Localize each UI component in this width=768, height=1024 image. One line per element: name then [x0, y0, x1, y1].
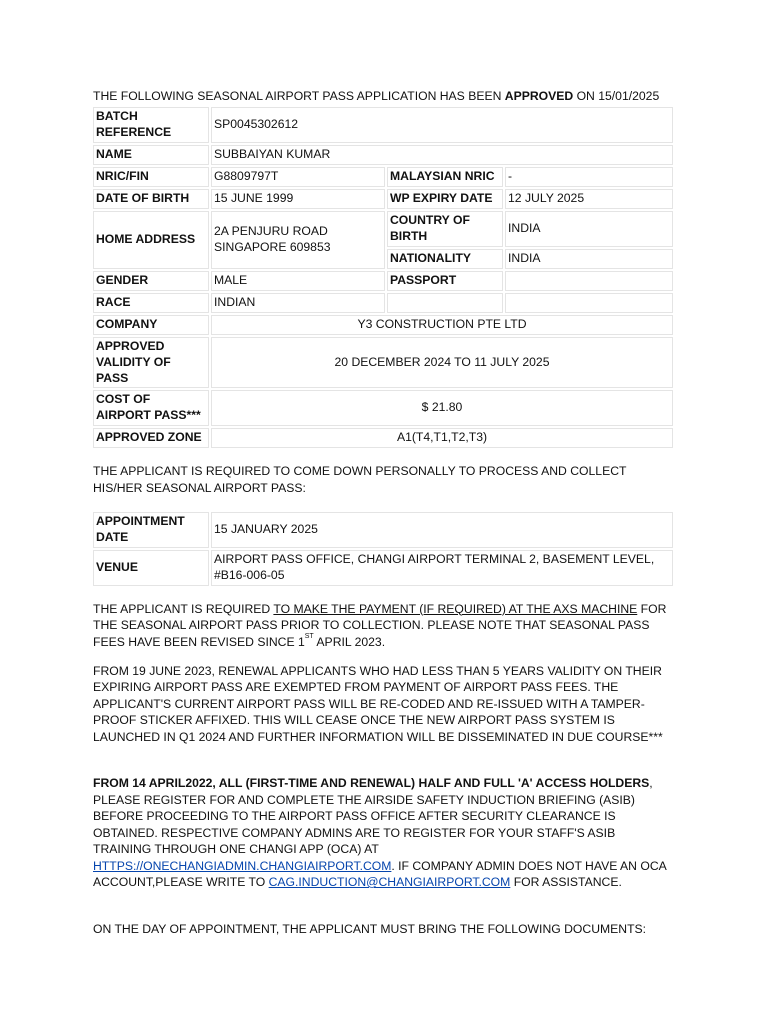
headline-suffix: ON 15/01/2025 — [573, 89, 660, 103]
payment-text: THE APPLICANT IS REQUIRED — [93, 601, 274, 616]
table-row — [93, 390, 673, 426]
table-row — [93, 428, 673, 448]
race-label: RACE — [93, 293, 209, 313]
table-row — [93, 107, 673, 143]
validity-label: APPROVED VALIDITY OF PASS — [93, 337, 209, 389]
dob-value: 15 JUNE 1999 — [211, 189, 385, 209]
malaysian-nric-value: - — [505, 167, 673, 187]
home-address-line2: SINGAPORE 609853 — [214, 240, 331, 255]
table-row — [93, 271, 673, 291]
asib-bold-text: FROM 14 APRIL2022, ALL (FIRST-TIME AND RENEWAL) HALF AND FULL 'A' ACCESS HOLDERS — [93, 776, 650, 791]
documents-instruction: ON THE DAY OF APPOINTMENT, THE APPLICANT MUST BRING THE FOLLOWING DOCUMENTS: — [93, 921, 647, 936]
country-of-birth-label: COUNTRY OF BIRTH — [387, 211, 503, 247]
asib-text: . IF COMPANY ADMIN DOES NOT HAVE AN OCA ACCOUNT,PLEASE WRITE TO — [93, 858, 667, 890]
induction-email-link[interactable]: CAG.INDUCTION@CHANGIAIRPORT.COM — [268, 875, 511, 890]
home-address-value — [211, 211, 385, 269]
table-row — [93, 550, 673, 586]
pass-details-table — [91, 105, 675, 450]
payment-text: APRIL 2023. — [313, 634, 386, 649]
payment-text: FOR THE SEASONAL AIRPORT PASS PRIOR TO COLLECTION. PLEASE NOTE THAT SEASONAL PASS FEES HAVE BEEN REVISED SINCE 1 — [93, 601, 667, 649]
name-label: NAME — [93, 145, 209, 165]
cost-value: $ 21.80 — [211, 390, 673, 426]
approval-status: APPROVED — [504, 89, 574, 103]
nric-label: NRIC/FIN — [93, 167, 209, 187]
collect-instruction: THE APPLICANT IS REQUIRED TO COME DOWN PERSONALLY TO PROCESS AND COLLECT HIS/HER SEASONAL AIRPORT PASS: — [93, 464, 627, 495]
malaysian-nric-label: MALAYSIAN NRIC — [387, 167, 503, 187]
venue-label: VENUE — [93, 550, 209, 586]
onechangi-admin-link[interactable]: HTTPS://ONECHANGIADMIN.CHANGIAIRPORT.COM — [93, 858, 392, 873]
headline-prefix: THE FOLLOWING SEASONAL AIRPORT PASS APPLICATION HAS BEEN — [93, 89, 505, 103]
asib-text: FOR ASSISTANCE. — [510, 875, 622, 890]
race-value: INDIAN — [211, 293, 385, 313]
gender-label: GENDER — [93, 271, 209, 291]
venue-value: AIRPORT PASS OFFICE, CHANGI AIRPORT TERMINAL 2, BASEMENT LEVEL, #B16-006-05 — [211, 550, 673, 586]
passport-value — [505, 271, 673, 291]
approval-headline — [93, 88, 675, 104]
table-row — [93, 315, 673, 335]
dob-label: DATE OF BIRTH — [93, 189, 209, 209]
asib-notice — [93, 775, 675, 890]
asib-text: , PLEASE REGISTER FOR AND COMPLETE THE AIRSIDE SAFETY INDUCTION BRIEFING (ASIB) BEFORE PROCEEDING TO THE AIRPORT PASS OFFICE AFTER SECURITY CLEARANCE IS OBTAINED. RESPECTIVE COMPANY ADMINS ARE TO REGISTER FOR YOUR STAFF'S ASIB TRAINING THROUGH ONE CHANGI APP (OCA) AT — [93, 776, 653, 857]
passport-label: PASSPORT — [387, 271, 503, 291]
empty-cell — [505, 293, 673, 313]
batch-reference-value: SP0045302612 — [211, 107, 673, 143]
company-value: Y3 CONSTRUCTION PTE LTD — [211, 315, 673, 335]
table-row — [93, 512, 673, 548]
table-row — [93, 337, 673, 389]
empty-cell — [387, 293, 503, 313]
renewal-notice: FROM 19 JUNE 2023, RENEWAL APPLICANTS WHO HAD LESS THAN 5 YEARS VALIDITY ON THEIR EXPIRING AIRPORT PASS ARE EXEMPTED FROM PAYMENT OF AIRPORT PASS FEES. THE APPLICANT'S CURRENT AIRPORT PASS WILL BE RE-CODED AND RE-ISSUED WITH A TAMPER-PROOF STICKER AFFIXED. THIS WILL CEASE ONCE THE NEW AIRPORT PASS SYSTEM IS LAUNCHED IN Q1 2024 AND FURTHER INFORMATION WILL BE DISSEMINATED IN DUE COURSE*** — [93, 663, 663, 744]
table-row — [93, 293, 673, 313]
home-address-line1: 2A PENJURU ROAD — [214, 224, 328, 239]
zone-value: A1(T4,T1,T2,T3) — [211, 428, 673, 448]
payment-underlined-text: TO MAKE THE PAYMENT (IF REQUIRED) AT THE AXS MACHINE — [273, 601, 638, 616]
wp-expiry-label: WP EXPIRY DATE — [387, 189, 503, 209]
wp-expiry-value: 12 JULY 2025 — [505, 189, 673, 209]
nric-value: G8809797T — [211, 167, 385, 187]
ordinal-superscript: ST — [304, 632, 314, 640]
document-page — [93, 88, 675, 937]
gender-value: MALE — [211, 271, 385, 291]
cost-label: COST OF AIRPORT PASS*** — [93, 390, 209, 426]
company-label: COMPANY — [93, 315, 209, 335]
validity-value: 20 DECEMBER 2024 TO 11 JULY 2025 — [211, 337, 673, 389]
country-of-birth-value: INDIA — [505, 211, 673, 247]
appointment-date-label: APPOINTMENT DATE — [93, 512, 209, 548]
nationality-label: NATIONALITY — [387, 249, 503, 269]
name-value: SUBBAIYAN KUMAR — [211, 145, 673, 165]
appointment-table — [91, 510, 675, 587]
table-row — [93, 167, 673, 187]
batch-reference-label: BATCH REFERENCE — [93, 107, 209, 143]
zone-label: APPROVED ZONE — [93, 428, 209, 448]
table-row — [93, 211, 673, 247]
home-address-label: HOME ADDRESS — [93, 211, 209, 269]
table-row — [93, 145, 673, 165]
table-row — [93, 189, 673, 209]
payment-instruction — [93, 601, 675, 650]
nationality-value: INDIA — [505, 249, 673, 269]
appointment-date-value: 15 JANUARY 2025 — [211, 512, 673, 548]
